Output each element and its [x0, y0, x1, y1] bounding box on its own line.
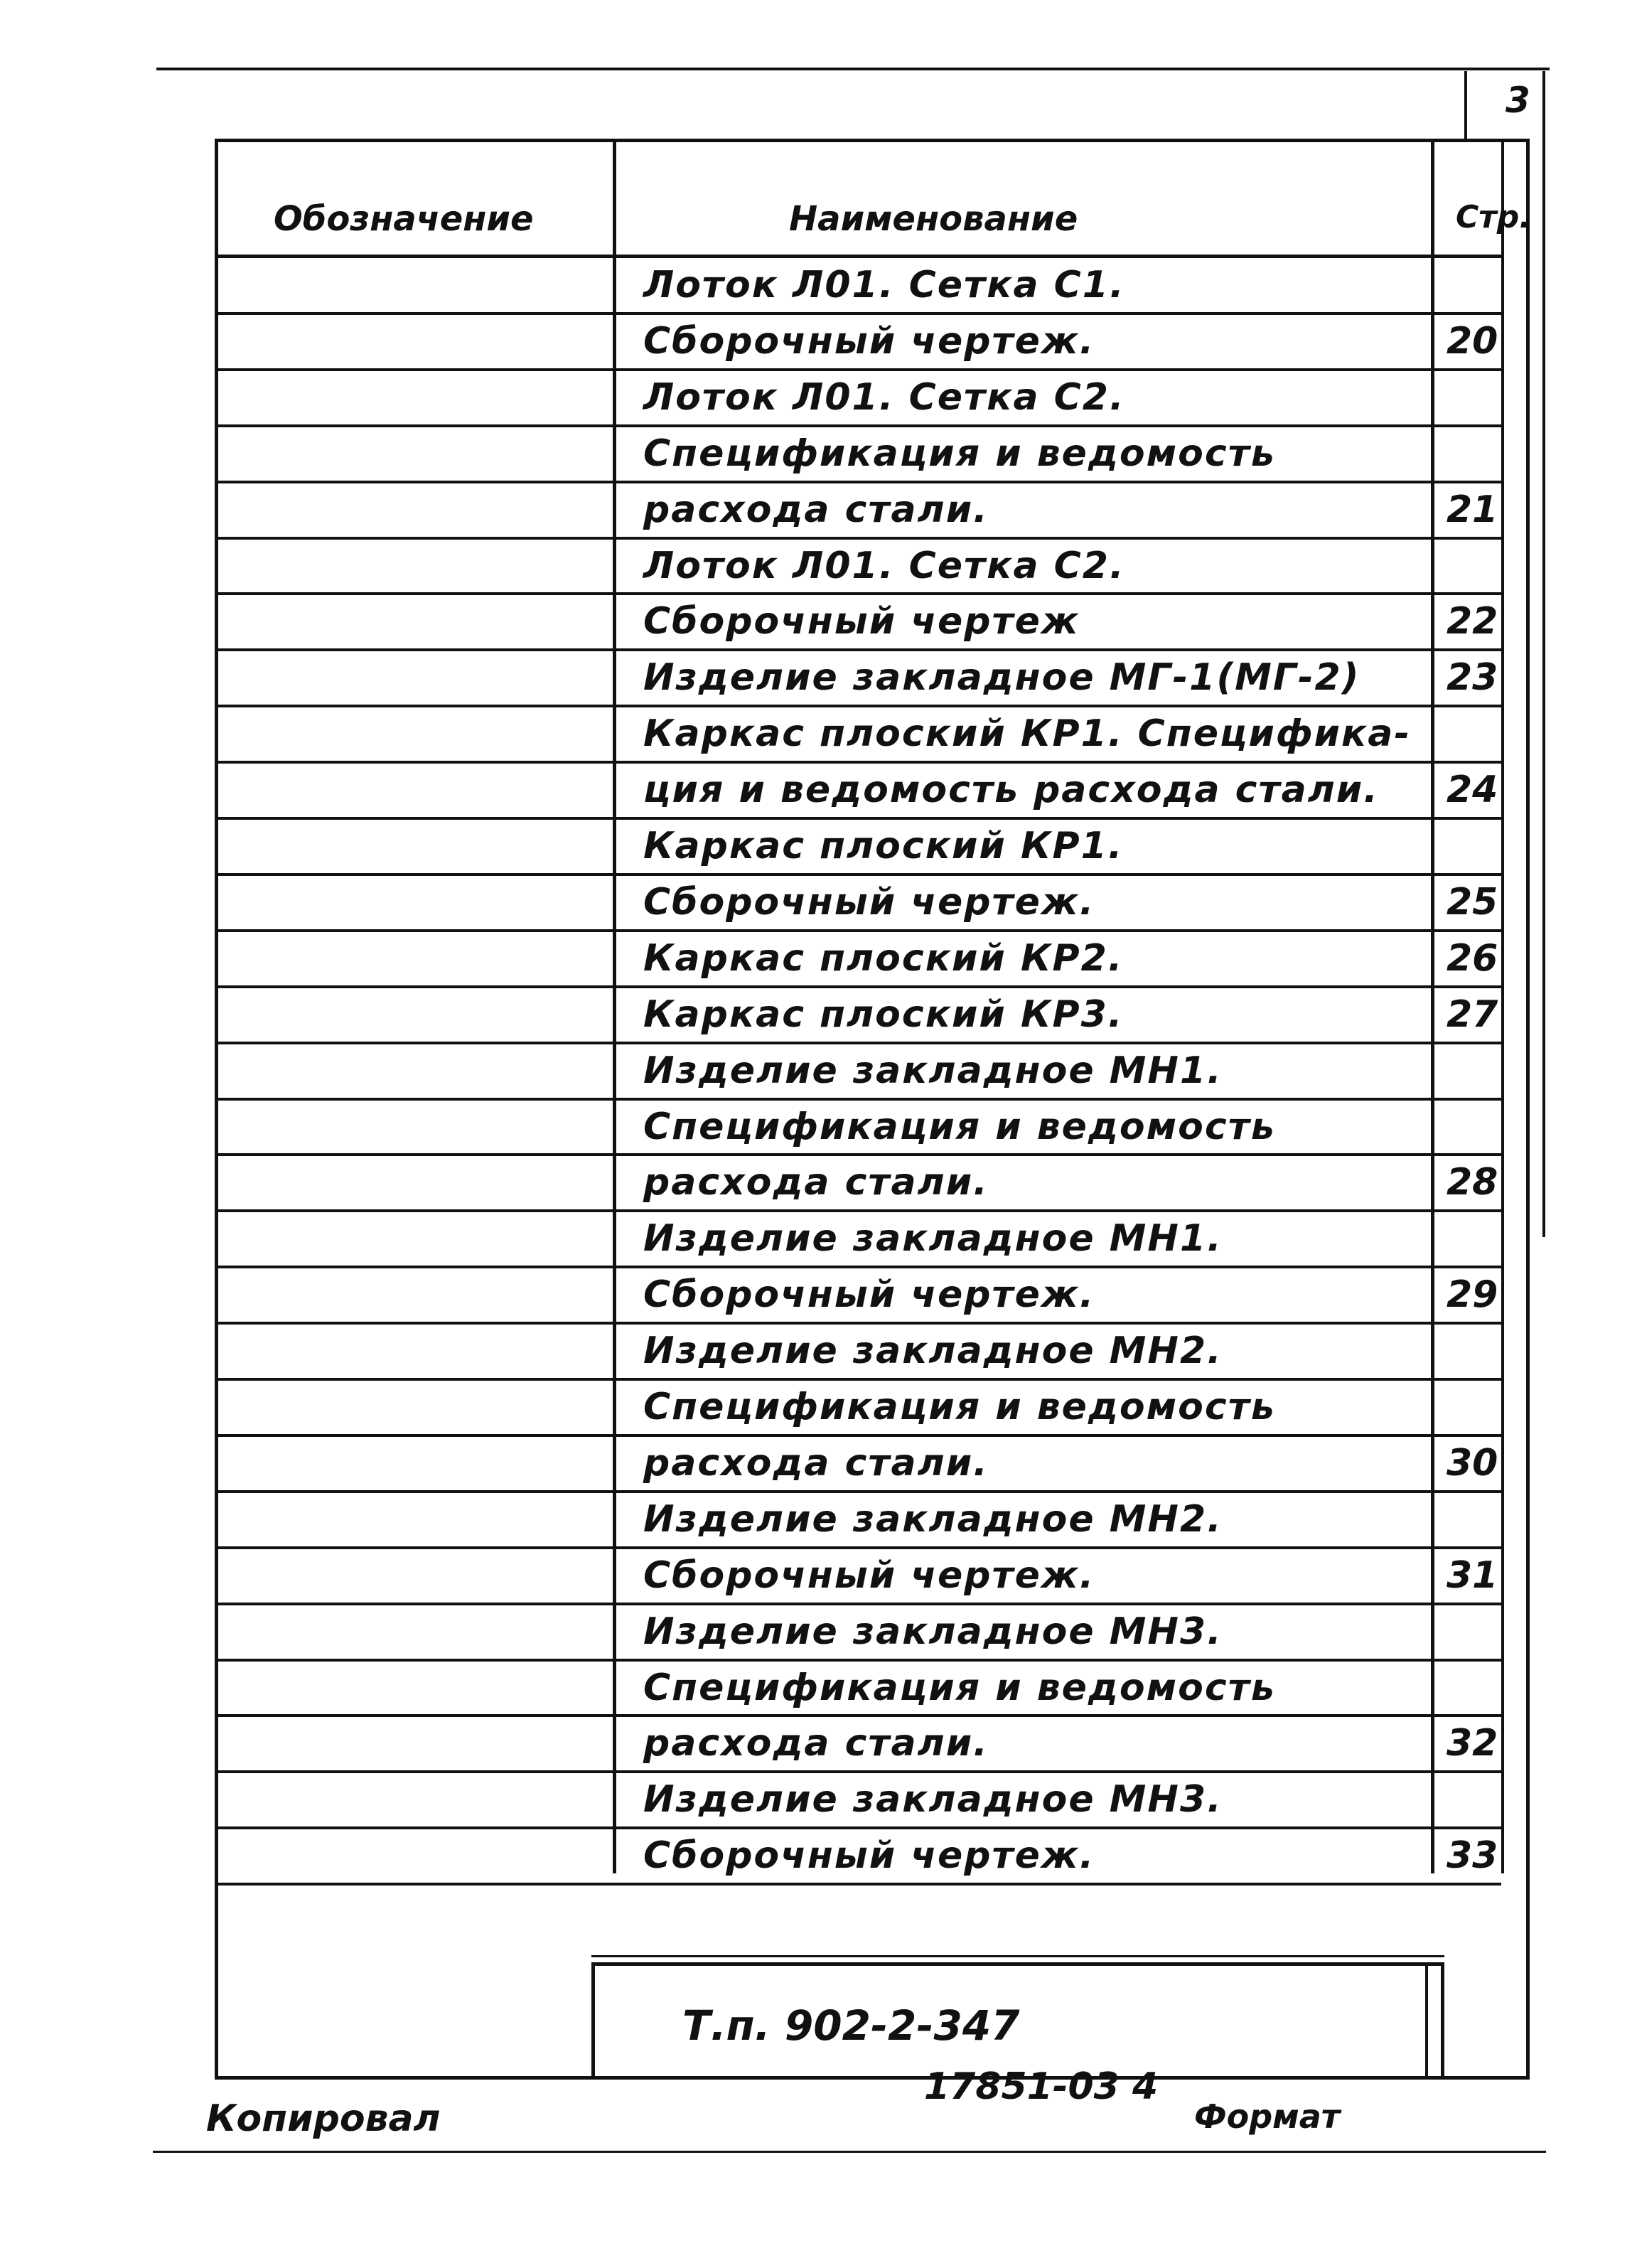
row-rule	[215, 592, 1501, 595]
table-row-name: расхода стали.	[643, 1722, 989, 1765]
row-rule	[215, 1378, 1501, 1381]
stamp-top-rule	[591, 1955, 1444, 1957]
row-rule	[215, 1490, 1501, 1493]
order-number: 17851-03 4	[924, 2065, 1159, 2108]
header-designation: Обозначение	[274, 199, 534, 239]
table-row-page: 20	[1447, 320, 1498, 363]
table-row-name: Изделие закладное МГ-1(МГ-2)	[643, 656, 1360, 699]
table-row-name: Сборочный чертеж	[643, 600, 1080, 643]
bottom-rule	[153, 2151, 1546, 2153]
row-rule	[215, 985, 1501, 988]
header-name: Наименование	[789, 199, 1078, 239]
table-row-name: Каркас плоский КР2.	[643, 937, 1124, 980]
row-rule	[215, 312, 1501, 315]
row-rule	[215, 1770, 1501, 1773]
column-divider-3	[1501, 139, 1504, 1873]
table-row-page: 24	[1447, 769, 1498, 811]
table-row-page: 25	[1447, 881, 1498, 924]
row-rule	[215, 1546, 1501, 1549]
table-row-name: ция и ведомость расхода стали.	[643, 769, 1379, 811]
format-label: Формат	[1194, 2097, 1341, 2136]
table-row-page: 22	[1447, 600, 1498, 643]
row-rule	[215, 1883, 1501, 1885]
table-row-name: расхода стали.	[643, 488, 989, 531]
row-rule	[215, 761, 1501, 764]
table-row-page: 29	[1447, 1273, 1498, 1316]
row-rule	[215, 1434, 1501, 1437]
table-row-name: Изделие закладное МН3.	[643, 1778, 1223, 1821]
table-row-name: Изделие закладное МН2.	[643, 1498, 1223, 1541]
table-row-page: 31	[1447, 1554, 1498, 1597]
table-row-name: Сборочный чертеж.	[643, 881, 1095, 924]
top-rule	[156, 68, 1550, 70]
table-row-name: Лоток Л01. Сетка С1.	[643, 264, 1125, 306]
table-row-name: Каркас плоский КР1.	[643, 825, 1124, 867]
table-row-name: расхода стали.	[643, 1442, 989, 1485]
page-number: 3	[1505, 80, 1530, 121]
page-box-left	[1464, 71, 1467, 139]
row-rule	[215, 424, 1501, 427]
table-row-name: Сборочный чертеж.	[643, 320, 1095, 363]
row-rule	[215, 1153, 1501, 1156]
title-block-divider	[1425, 1962, 1428, 2076]
table-row-page: 30	[1447, 1442, 1498, 1485]
table-row-name: Сборочный чертеж.	[643, 1834, 1095, 1877]
row-rule	[215, 873, 1501, 876]
table-row-page: 27	[1447, 993, 1498, 1036]
table-row-page: 23	[1447, 656, 1498, 699]
table-row-name: Изделие закладное МН3.	[643, 1610, 1223, 1653]
row-rule	[215, 817, 1501, 820]
copied-by-label: Копировал	[206, 2097, 441, 2140]
table-row-name: Спецификация и ведомость	[643, 1667, 1276, 1709]
table-row-name: Каркас плоский КР1. Специфика-	[643, 712, 1411, 755]
table-row-name: Сборочный чертеж.	[643, 1554, 1095, 1597]
table-row-name: Изделие закладное МН2.	[643, 1330, 1223, 1372]
table-row-name: Сборочный чертеж.	[643, 1273, 1095, 1316]
table-row-name: Спецификация и ведомость	[643, 432, 1276, 475]
table-row-page: 26	[1447, 937, 1498, 980]
document-code: Т.п. 902-2-347	[682, 2001, 1020, 2050]
row-rule	[215, 368, 1501, 371]
column-divider-2	[1431, 139, 1434, 1873]
table-row-name: Спецификация и ведомость	[643, 1106, 1276, 1148]
row-rule	[215, 1322, 1501, 1325]
row-rule	[215, 1098, 1501, 1101]
row-rule	[215, 1603, 1501, 1605]
row-rule	[215, 537, 1501, 540]
row-rule	[215, 1266, 1501, 1268]
row-rule	[215, 648, 1501, 651]
row-rule	[215, 1714, 1501, 1717]
row-rule	[215, 705, 1501, 707]
table-row-name: Лоток Л01. Сетка С2.	[643, 545, 1125, 587]
table-row-name: Изделие закладное МН1.	[643, 1217, 1223, 1260]
page-box-right	[1542, 71, 1545, 1237]
table-row-name: Каркас плоский КР3.	[643, 993, 1124, 1036]
row-rule	[215, 1826, 1501, 1829]
row-rule	[215, 1042, 1501, 1044]
table-row-page: 28	[1447, 1161, 1498, 1204]
row-rule	[215, 1659, 1501, 1662]
table-row-name: расхода стали.	[643, 1161, 989, 1204]
header-page: Стр.	[1456, 199, 1532, 235]
header-rule	[215, 255, 1501, 258]
table-row-name: Изделие закладное МН1.	[643, 1049, 1223, 1092]
table-row-page: 32	[1447, 1722, 1498, 1765]
row-rule	[215, 929, 1501, 932]
row-rule	[215, 1209, 1501, 1212]
table-row-name: Спецификация и ведомость	[643, 1386, 1276, 1428]
column-divider-1	[613, 139, 616, 1873]
table-row-page: 21	[1447, 488, 1498, 531]
row-rule	[215, 481, 1501, 483]
table-row-page: 33	[1447, 1834, 1498, 1877]
table-row-name: Лоток Л01. Сетка С2.	[643, 376, 1125, 419]
